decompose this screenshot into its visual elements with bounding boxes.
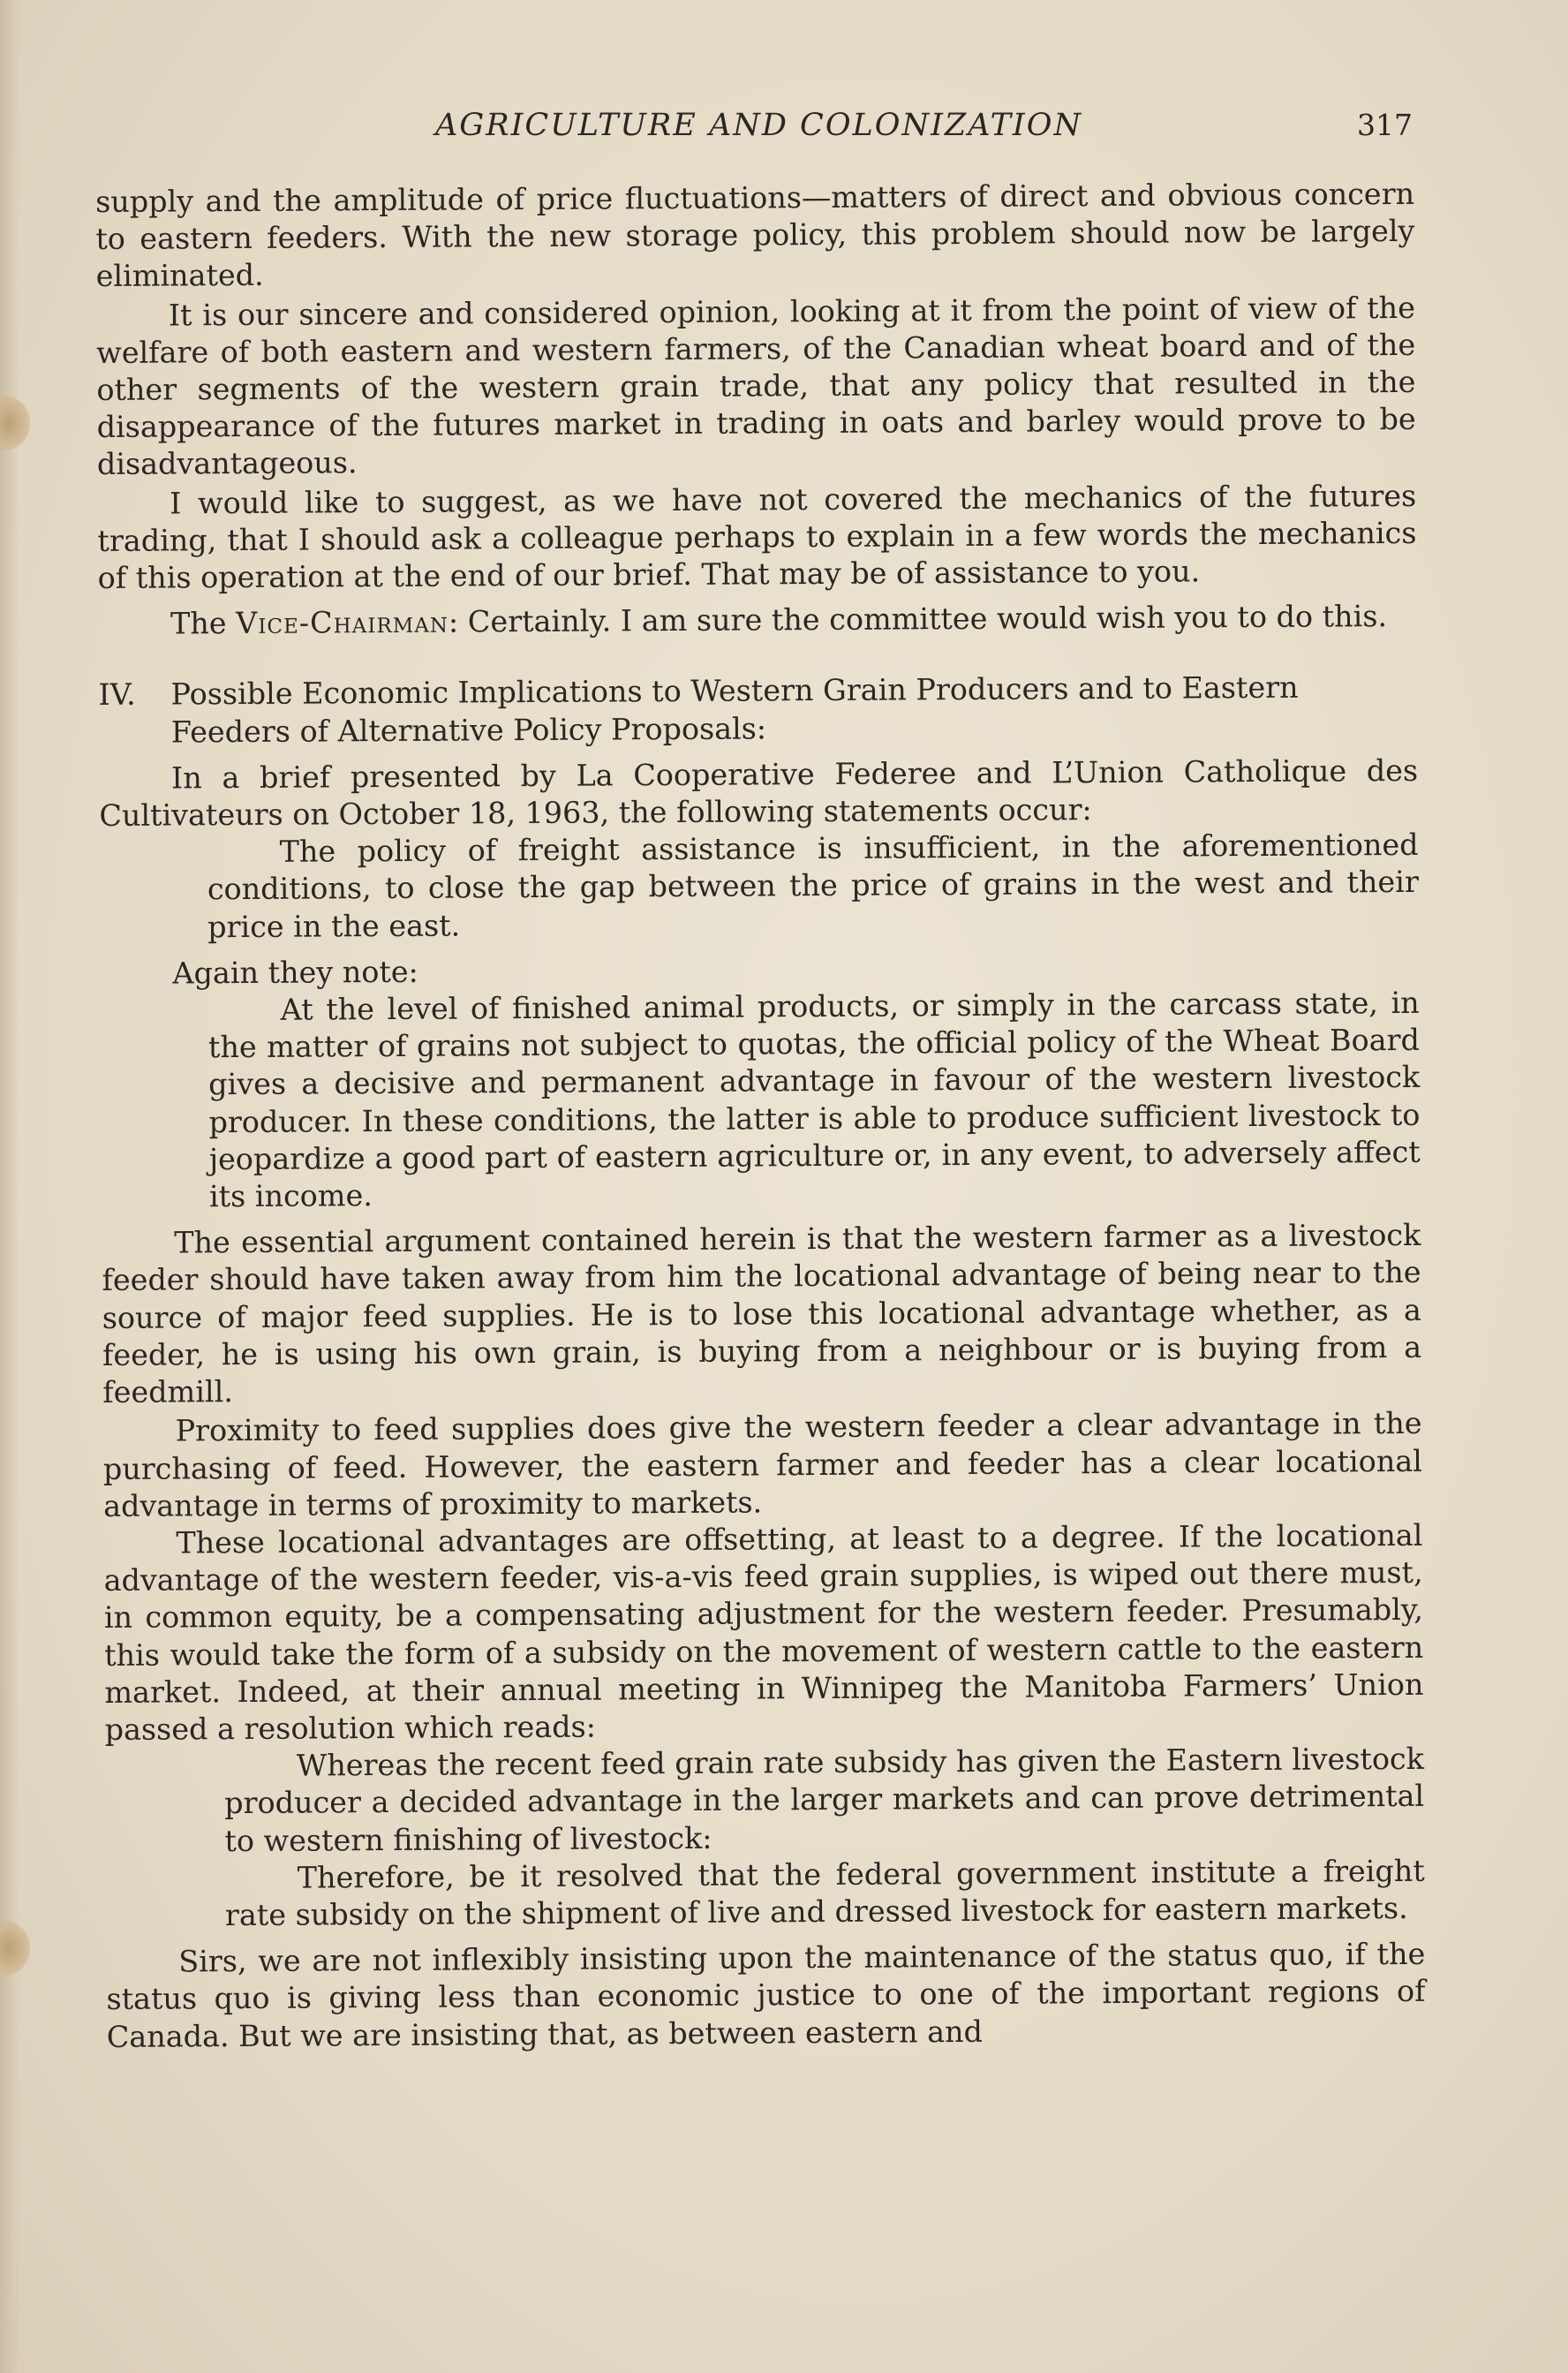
paragraph-proximity: Proximity to feed supplies does give the western feeder a clear advantage in the purchasing of feed. However, the eastern farmer and feeder has a clear locational advantage in terms of proximity to markets. (102, 1406, 1422, 1523)
paragraph-essential-argument: The essential argument contained herein is that the western farmer as a livestock feeder should have taken away from him the locational advantage of being near to the source of major feed supplies. He is to lose this locational advantage whether, as a feeder, he is using his own grain, is buying from a neighbour or is buying from a feedmill. (102, 1218, 1422, 1410)
speaker-remark: : Certainly. I am sure the committee would wish you to do this. (448, 599, 1388, 639)
paragraph-again: Again they note: (172, 954, 418, 991)
paragraph-vice-chairman (98, 598, 1417, 643)
binding-hole-upper (0, 396, 30, 450)
page-edge-shadow (0, 0, 19, 2373)
paragraph-opinion: It is our sincere and considered opinion, looking at it from the point of view of the welfare of both eastern and western farmers, of the Canadian wheat board and of the other segments of the western grain trade, that any policy that resulted in the disappearance of the futures market in trading in oats and barley would prove to be disadvantageous. (96, 290, 1416, 482)
block-quote-freight: The policy of freight assistance is insufficient, in the aforementioned conditions, to close the gap between the price of grains in the west and their price in the east. (207, 828, 1419, 944)
page-body (95, 176, 1426, 2056)
section-heading (98, 669, 1417, 752)
block-quote-livestock: At the level of finished animal products, or simply in the carcass state, in the matter of grains not subject to quotas, the official policy of the Wheat Board gives a decisive and permanent advantage in favour of the western livestock producer. In these conditions, the latter is able to produce sufficient livestock to jeopardize a good part of eastern agriculture or, in any event, to adversely affect its income. (207, 985, 1421, 1214)
section-number: IV. (98, 677, 136, 713)
paragraph-brief-intro: In a brief presented by La Cooperative Federee and L’Union Catholique des Cultivateurs on October 18, 1963, the following statements occur: (99, 752, 1419, 834)
section-title: Possible Economic Implications to Western Grain Producers and to Eastern Feeders of Alternative Policy Proposals: (170, 670, 1299, 750)
paragraph-offsetting: These locational advantages are offsetting, at least to a degree. If the locational advantage of the western feeder, vis-a-vis feed grain supplies, is wiped out there must, in common equity, be a compensating adjustment for the western feeder. Presumably, this would take the form of a subsidy on the movement of western cattle to the eastern market. Indeed, at their annual meeting in Winnipeg the Manitoba Farmers’ Union passed a resolution which reads: (103, 1517, 1424, 1747)
speaker-article: The (170, 606, 227, 641)
paragraph-status-quo: Sirs, we are not inflexibly insisting upon the maintenance of the status quo, if the status quo is giving less than economic justice to one of the important regions of Canada. But we are insisting that, as between eastern and (106, 1936, 1426, 2054)
running-title: AGRICULTURE AND COLONIZATION (435, 108, 1083, 143)
page-number: 317 (1357, 108, 1413, 142)
speaker-name: Vice-Chairman (236, 604, 449, 641)
paragraph-continued: supply and the amplitude of price fluctuations—matters of direct and obvious concern to eastern feeders. With the new storage policy, this problem should now be largely eliminated. (95, 176, 1415, 294)
block-quote-whereas: Whereas the recent feed grain rate subsidy has given the Eastern livestock producer a decided advantage in the larger markets and can prove detrimental to western finishing of livestock: (224, 1741, 1425, 1858)
binding-hole-lower (0, 1921, 30, 1976)
page-header (95, 108, 1413, 152)
paragraph-suggestion: I would like to suggest, as we have not covered the mechanics of the futures trading, that I should ask a colleague perhaps to explain in a few words the mechanics of this operation at the end of our brief. That may be of assistance to you. (97, 478, 1417, 596)
block-quote-therefore: Therefore, be it resolved that the federal government institute a freight rate subsidy on the shipment of live and dressed livestock for eastern markets. (224, 1853, 1425, 1933)
